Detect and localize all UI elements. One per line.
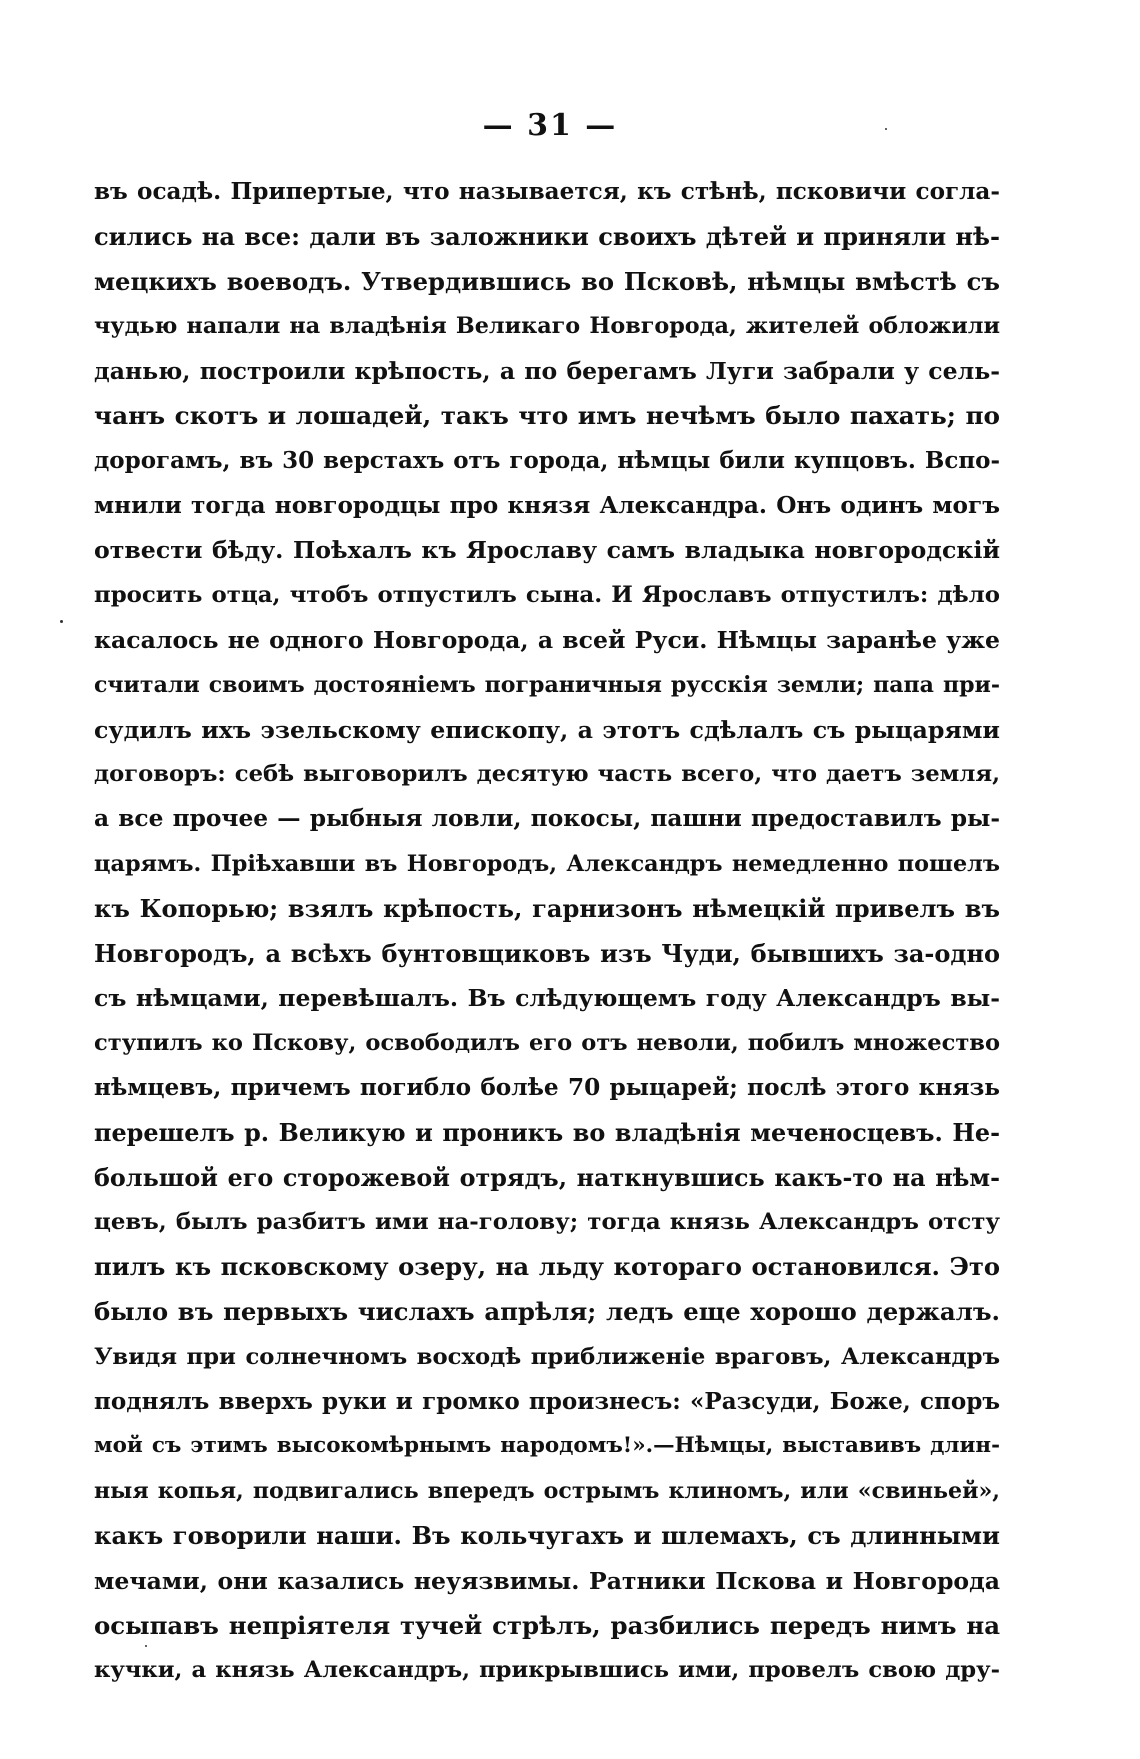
text-line: перешелъ р. Великую и проникъ во владѣнія меченосцевъ. Не- xyxy=(94,1118,1000,1147)
text-line: мечами, они казались неуязвимы. Ратники Пскова и Новгорода xyxy=(94,1566,1000,1595)
text-line: сились на все: дали въ заложники своихъ дѣтей и приняли нѣ- xyxy=(94,221,1000,251)
text-line: судилъ ихъ эзельскому епископу, а этотъ сдѣлалъ съ рыцарями xyxy=(94,715,1000,744)
text-line: ступилъ ко Пскову, освободилъ его отъ неволи, побилъ множество xyxy=(94,1030,1000,1057)
text-line: считали своимъ достояніемъ пограничныя русскія земли; папа при- xyxy=(94,671,1000,698)
body-text xyxy=(94,170,1000,1693)
text-line: съ нѣмцами, перевѣшалъ. Въ слѣдующемъ году Александръ вы- xyxy=(94,984,1000,1013)
text-line: Увидя при солнечномъ восходѣ приближеніе враговъ, Александръ xyxy=(94,1343,1000,1370)
text-line: дорогамъ, въ 30 верстахъ отъ города, нѣмцы били купцовъ. Вспо- xyxy=(94,446,1000,474)
text-line: Новгородъ, а всѣхъ бунтовщиковъ изъ Чуди, бывшихъ за-одно xyxy=(94,938,1000,968)
text-line: договоръ: себѣ выговорилъ десятую часть всего, что даетъ земля, xyxy=(94,761,1000,788)
text-line: какъ говорили наши. Въ кольчугахъ и шлемахъ, съ длинными xyxy=(94,1520,1000,1550)
text-line: царямъ. Пріѣхавши въ Новгородъ, Александръ немедленно пошелъ xyxy=(94,850,1000,877)
text-line: чанъ скотъ и лошадей, такъ что имъ нечѣмъ было пахать; по xyxy=(94,400,1000,430)
text-line: отвести бѣду. Поѣхалъ къ Ярославу самъ владыка новгородскій xyxy=(94,536,1000,565)
text-line: просить отца, чтобъ отпустилъ сына. И Ярославъ отпустилъ: дѣло xyxy=(94,582,1000,609)
text-line: мецкихъ воеводъ. Утвердившись во Псковѣ, нѣмцы вмѣстѣ съ xyxy=(94,266,1000,296)
print-speck xyxy=(60,620,63,623)
text-line: ныя копья, подвигались впередъ острымъ клиномъ, или «свиньей», xyxy=(94,1478,1000,1505)
text-line: мой съ этимъ высокомѣрнымъ народомъ!».—Нѣмцы, выставивъ длин- xyxy=(94,1433,1000,1459)
text-line: чудью напали на владѣнія Великаго Новгорода, жителей обложили xyxy=(94,313,1000,340)
text-line: данью, построили крѣпость, а по берегамъ Луги забрали у сель- xyxy=(94,357,1000,386)
text-line: къ Копорью; взялъ крѣпость, гарнизонъ нѣмецкій привелъ въ xyxy=(94,893,1000,923)
text-line: мнили тогда новгородцы про князя Александра. Онъ одинъ могъ xyxy=(94,491,1000,519)
print-speck xyxy=(145,1645,147,1647)
text-line: цевъ, былъ разбитъ ими на-голову; тогда князь Александръ отсту xyxy=(94,1209,1000,1236)
text-line: поднялъ вверхъ руки и громко произнесъ: «Разсуди, Боже, споръ xyxy=(94,1387,1000,1415)
text-line: въ осадѣ. Припертые, что называется, къ стѣнѣ, псковичи согла- xyxy=(94,178,1000,205)
text-line: большой его сторожевой отрядъ, наткнувшись какъ-то на нѣм- xyxy=(94,1163,1000,1192)
page-number: — 31 — xyxy=(482,108,618,143)
text-line: кучки, а князь Александръ, прикрывшись ими, провелъ свою дру- xyxy=(94,1657,1000,1684)
text-line: пилъ къ псковскому озеру, на льду котораго остановился. Это xyxy=(94,1252,1000,1282)
text-line: осыпавъ непріятеля тучей стрѣлъ, разбились передъ нимъ на xyxy=(94,1610,1000,1640)
text-line: а все прочее — рыбныя ловли, покосы, пашни предоставилъ ры- xyxy=(94,805,1000,833)
text-line: нѣмцевъ, причемъ погибло болѣе 70 рыцарей; послѣ этого князь xyxy=(94,1073,1000,1101)
text-line: было въ первыхъ числахъ апрѣля; ледъ еще хорошо держалъ. xyxy=(94,1296,1000,1326)
text-line: касалось не одного Новгорода, а всей Руси. Нѣмцы заранѣе уже xyxy=(94,625,1000,654)
print-speck xyxy=(885,128,887,130)
